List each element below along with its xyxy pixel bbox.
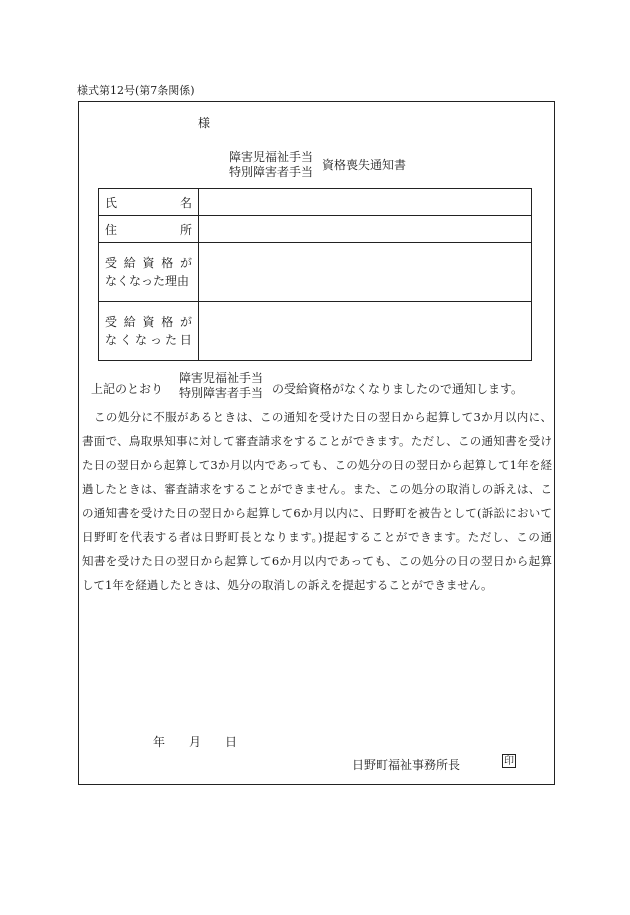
notice-line: して1年を経過したときは、処分の取消しの訴えを提起することができません。 (82, 578, 493, 592)
table-row-name (99, 189, 532, 216)
name-label-cell (99, 189, 199, 216)
issuer-office: 日野町福祉事務所長 (352, 758, 461, 772)
date-year: 年 (153, 735, 166, 749)
date-label-line2: な く な っ た 日 (105, 333, 192, 347)
notification-statement (91, 371, 531, 403)
table-row-reason (99, 243, 532, 302)
name-label-a: 氏 (105, 195, 118, 210)
issue-date (153, 733, 237, 750)
notice-line: この処分に不服があるときは、この通知を受けた日の翌日から起算して3か月以内に、 (94, 410, 552, 424)
form-label: 様式第12号(第7条関係) (77, 84, 195, 97)
title-allowance-line2: 特別障害者手当 (228, 165, 313, 179)
address-field[interactable] (199, 216, 532, 243)
reason-label-line1: 受 給 資 格 が (105, 256, 192, 270)
date-label-line1: 受 給 資 格 が (105, 315, 192, 329)
address-label-cell (99, 216, 199, 243)
notice-line: 書面で、鳥取県知事に対して審査請求をすることができます。ただし、この通知書を受け (82, 434, 552, 448)
notification-allowance-line2: 特別障害者手当 (178, 386, 263, 400)
address-label-a: 住 (105, 222, 118, 237)
notification-allowance-line1: 障害児福祉手当 (178, 371, 263, 385)
title-allowance-stack (226, 150, 316, 180)
recipient-info-table (98, 188, 532, 361)
seal-mark: 印 (504, 756, 514, 767)
reason-label-cell (99, 243, 199, 302)
notification-suffix: の受給資格がなくなりましたので通知します。 (272, 382, 524, 396)
address-label-b: 所 (179, 222, 192, 237)
recipient-suffix: 様 (198, 116, 211, 130)
notice-line: 知書を受けた日の翌日から起算して6か月以内であっても、この処分の日の翌日から起算 (82, 554, 552, 568)
date-label-cell (99, 302, 199, 361)
notice-line: た日の翌日から起算して3か月以内であっても、この処分の日の翌日から起算して1年を経 (82, 458, 552, 472)
notification-allowance-stack (177, 371, 265, 401)
name-field[interactable] (199, 189, 532, 216)
appeal-notice (82, 405, 552, 597)
reason-field[interactable] (199, 243, 532, 302)
loss-date-field[interactable] (199, 302, 532, 361)
notification-prefix: 上記のとおり (91, 382, 164, 396)
reason-label-line2: なくなった理由 (105, 274, 190, 288)
date-day: 日 (225, 735, 238, 749)
title-allowance-line1: 障害児福祉手当 (228, 150, 313, 164)
notice-line: 日野町を代表する者は日野町長となります。)提起することができます。ただし、この通 (82, 530, 552, 544)
title-main: 資格喪失通知書 (322, 158, 407, 172)
notice-line: 過したときは、審査請求をすることができません。また、この処分の取消しの訴えは、こ (82, 482, 552, 496)
table-row-date (99, 302, 532, 361)
table-row-address (99, 216, 532, 243)
notice-line: の通知書を受けた日の翌日から起算して6か月以内に、日野町を被告として(訴訟において (82, 506, 552, 520)
date-month: 月 (189, 735, 202, 749)
name-label-b: 名 (179, 195, 192, 210)
